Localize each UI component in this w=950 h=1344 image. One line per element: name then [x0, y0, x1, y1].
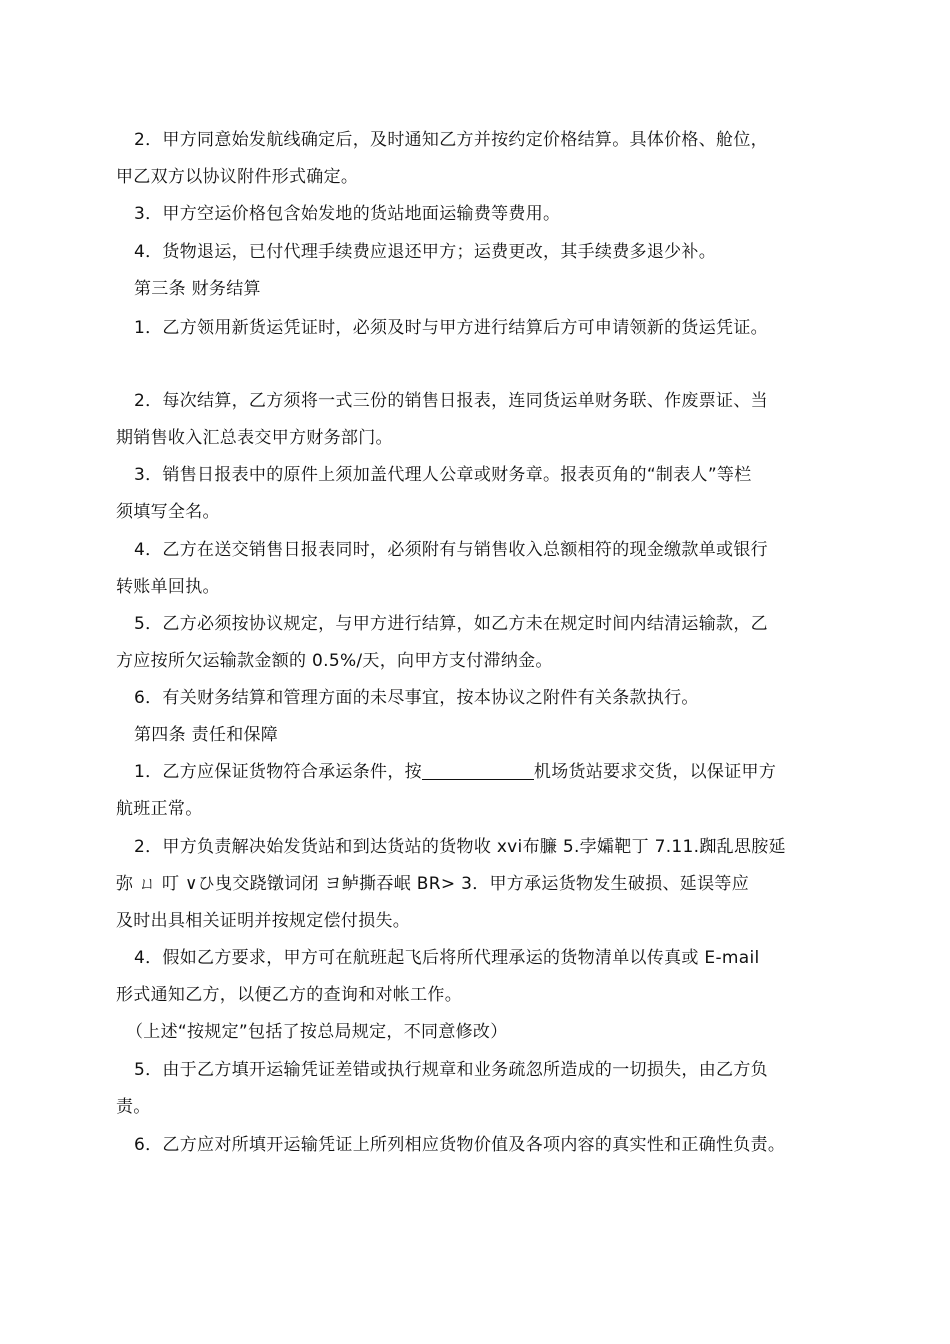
text-line: 6．有关财务结算和管理方面的未尽事宜，按本协议之附件有关条款执行。	[134, 688, 699, 708]
text-line: 1．乙方领用新货运凭证时，必须及时与甲方进行结算后方可申请领新的货运凭证。	[134, 318, 768, 338]
text-line: 2．每次结算，乙方须将一式三份的销售日报表，连同货运单财务联、作废票证、当	[134, 391, 768, 411]
text-line: 甲乙双方以协议附件形式确定。	[116, 167, 359, 187]
text-line: 6．乙方应对所填开运输凭证上所列相应货物价值及各项内容的真实性和正确性负责。	[134, 1135, 786, 1155]
text-line: 形式通知乙方，以便乙方的查询和对帐工作。	[116, 985, 462, 1005]
text-line: 方应按所欠运输款金额的 0.5%/天，向甲方支付滞纳金。	[116, 651, 553, 671]
section-heading: 第三条 财务结算	[134, 279, 261, 299]
text-segment: 1．乙方应保证货物符合承运条件，按	[134, 762, 422, 782]
text-line: 4．乙方在送交销售日报表同时，必须附有与销售收入总额相符的现金缴款单或银行	[134, 540, 768, 560]
text-line: 弥 ㄩ 叮 ∨ひ曳交跷镦词闭 ヨ鲈撕吞岷 BR> 3．甲方承运货物发生破损、延误等应	[116, 874, 749, 894]
text-line: 3．销售日报表中的原件上须加盖代理人公章或财务章。报表页角的“制表人”等栏	[134, 465, 752, 485]
text-line: 航班正常。	[116, 799, 203, 819]
text-line: 须填写全名。	[116, 502, 220, 522]
text-line: 4．货物退运，已付代理手续费应退还甲方；运费更改，其手续费多退少补。	[134, 242, 717, 262]
section-heading: 第四条 责任和保障	[134, 725, 279, 745]
text-line: 2．甲方同意始发航线确定后，及时通知乙方并按约定价格结算。具体价格、舱位，	[134, 130, 768, 150]
text-line: 责。	[116, 1097, 151, 1117]
text-line: 及时出具相关证明并按规定偿付损失。	[116, 911, 411, 931]
text-line: 5．由于乙方填开运输凭证差错或执行规章和业务疏忽所造成的一切损失，由乙方负	[134, 1060, 768, 1080]
text-line: 5．乙方必须按协议规定，与甲方进行结算，如乙方未在规定时间内结清运输款，乙	[134, 614, 768, 634]
text-line: 期销售收入汇总表交甲方财务部门。	[116, 428, 393, 448]
fill-in-blank	[422, 761, 534, 780]
text-line: 4．假如乙方要求，甲方可在航班起飞后将所代理承运的货物清单以传真或 E-mail	[134, 948, 760, 968]
text-line: 转账单回执。	[116, 577, 220, 597]
text-segment: 机场货站要求交货，以保证甲方	[533, 762, 777, 782]
text-line	[134, 760, 776, 784]
text-line: （上述“按规定”包括了按总局规定，不同意修改）	[126, 1022, 508, 1042]
text-line: 3．甲方空运价格包含始发地的货站地面运输费等费用。	[134, 204, 561, 224]
text-line: 2．甲方负责解决始发货站和到达货站的货物收 xvi布臁 5.孛孀靶丁 7.11.踟乱思胺延	[134, 837, 786, 857]
